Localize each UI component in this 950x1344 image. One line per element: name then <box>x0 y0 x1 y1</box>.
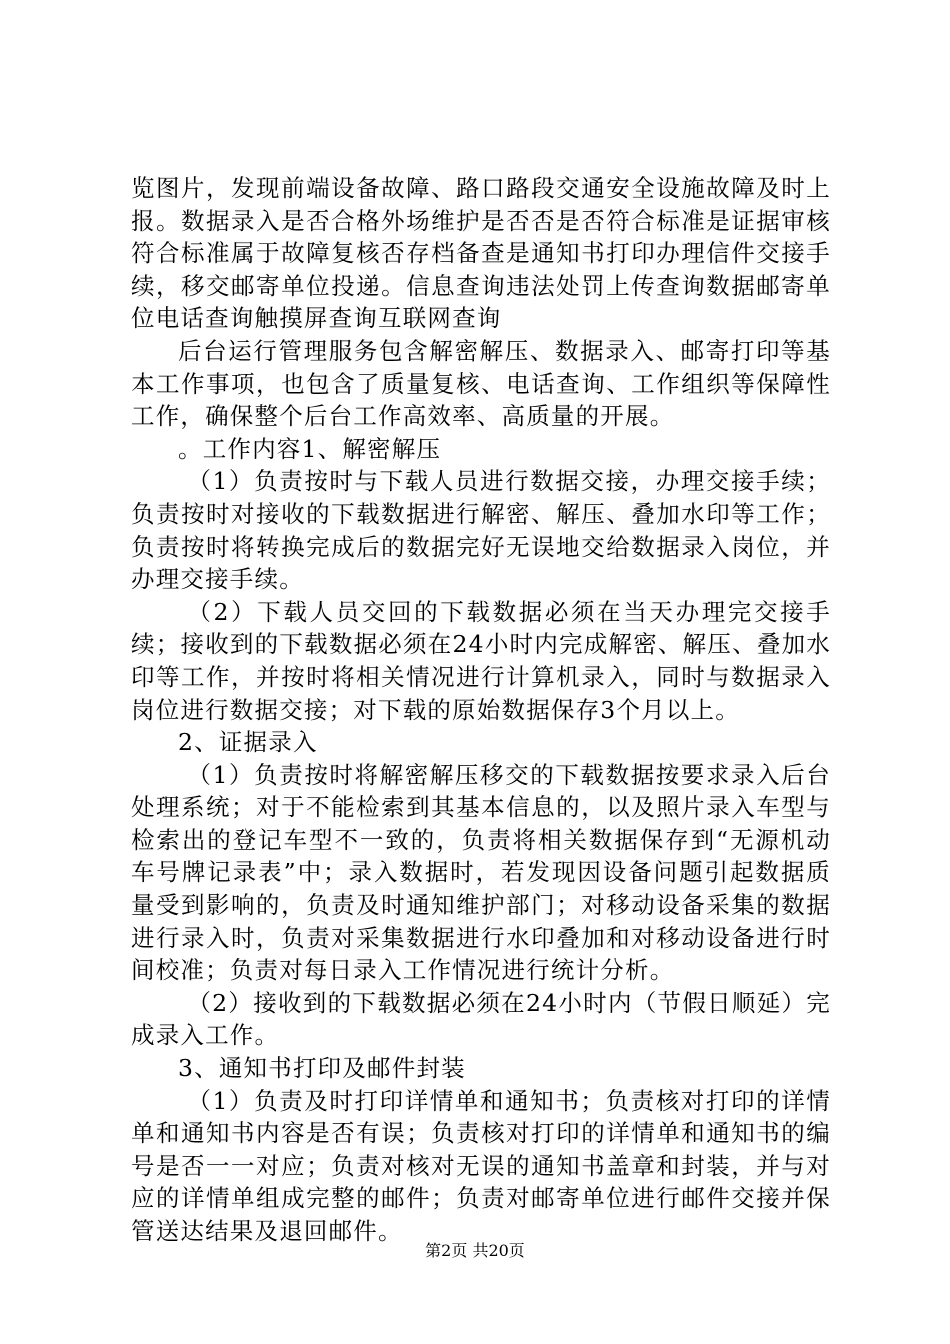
heading-work-content-decrypt: 。工作内容1、解密解压 <box>178 434 442 463</box>
paragraph-printing-item-1: （1）负责及时打印详情单和通知书；负责核对打印的详情单和通知书内容是否有误；负责核对打印的详情单和通知书的编号是否一一对应；负责对核对无误的通知书盖章和封装，并与对应的详情单组成完整的邮件；负责对邮寄单位进行邮件交接并保管送达结果及退回邮件。 <box>131 1086 831 1245</box>
paragraph-decrypt-item-1: （1）负责按时与下载人员进行数据交接，办理交接手续；负责按时对接收的下载数据进行解密、解压、叠加水印等工作；负责按时将转换完成后的数据完好无误地交给数据录入岗位，并办理交接手续。 <box>131 467 831 594</box>
paragraph-flowchart-text: 览图片，发现前端设备故障、路口路段交通安全设施故障及时上报。数据录入是否合格外场维护是否否是否符合标准是证据审核符合标准属于故障复核否存档备查是通知书打印办理信件交接手续，移交邮寄单位投递。信息查询违法处罚上传查询数据邮寄单位电话查询触摸屏查询互联网查询 <box>131 174 831 333</box>
paragraph-backend-overview: 后台运行管理服务包含解密解压、数据录入、邮寄打印等基本工作事项，也包含了质量复核、电话查询、工作组织等保障性工作，确保整个后台工作高效率、高质量的开展。 <box>131 336 831 431</box>
paragraph-decrypt-item-2: （2）下载人员交回的下载数据必须在当天办理完交接手续；接收到的下载数据必须在24小时内完成解密、解压、叠加水印等工作，并按时将相关情况进行计算机录入，同时与数据录入岗位进行数据交接；对下载的原始数据保存3个月以上。 <box>131 597 831 724</box>
page-number-footer: 第2页 共20页 <box>425 1241 525 1260</box>
paragraph-entry-item-1: （1）负责按时将解密解压移交的下载数据按要求录入后台处理系统；对于不能检索到其基本信息的，以及照片录入车型与检索出的登记车型不一致的，负责将相关数据保存到“无源机动车号牌记录表”中；录入数据时，若发现因设备问题引起数据质量受到影响的，负责及时通知维护部门；对移动设备采集的数据进行录入时，负责对采集数据进行水印叠加和对移动设备进行时间校准；负责对每日录入工作情况进行统计分析。 <box>131 760 831 985</box>
document-body <box>131 172 831 1248</box>
heading-notice-printing: 3、通知书打印及邮件封装 <box>178 1054 466 1083</box>
heading-evidence-entry: 2、证据录入 <box>178 728 318 757</box>
paragraph-entry-item-2: （2）接收到的下载数据必须在24小时内（节假日顺延）完成录入工作。 <box>131 988 831 1050</box>
